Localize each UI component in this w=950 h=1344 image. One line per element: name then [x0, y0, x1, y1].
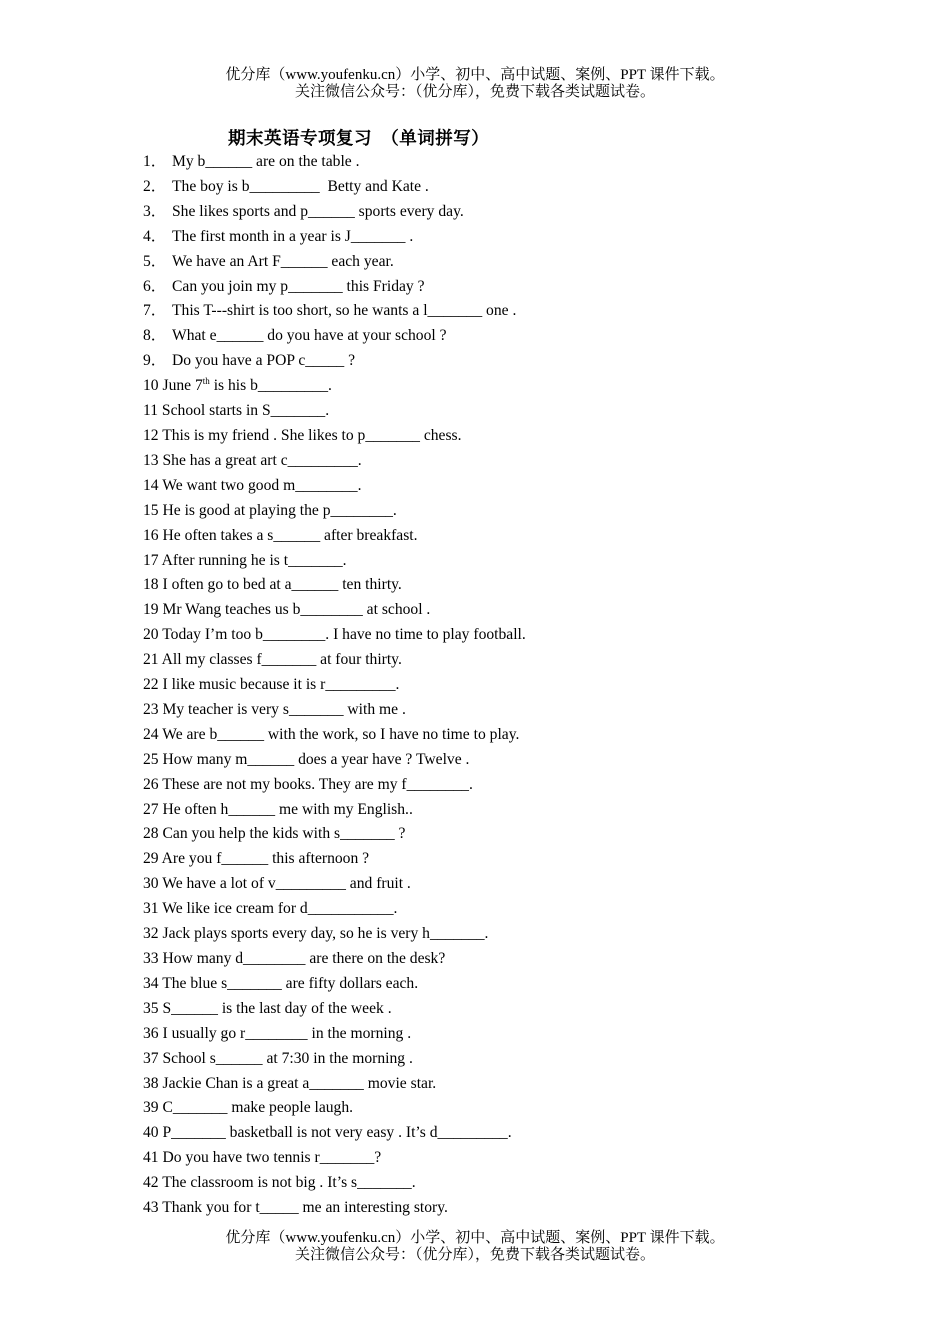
question-text: is his b_________. — [209, 377, 332, 395]
question-text: Do you have two tennis r_______? — [162, 1149, 382, 1167]
question-item — [143, 1121, 883, 1146]
question-number: 40 — [143, 1124, 159, 1142]
question-text: C_______ make people laugh. — [162, 1099, 354, 1117]
page-header — [0, 67, 950, 101]
question-item — [143, 1096, 883, 1121]
question-number: 37 — [143, 1049, 159, 1067]
question-item — [143, 299, 883, 324]
question-item — [143, 175, 883, 200]
question-text: We have an Art F______ each year. — [172, 252, 394, 270]
page-footer — [0, 1230, 950, 1264]
question-number: 42 — [143, 1174, 159, 1192]
question-number: 13 — [143, 451, 159, 469]
question-item — [143, 922, 883, 947]
question-number: 10 — [143, 377, 159, 395]
question-text: The first month in a year is J_______ . — [172, 227, 414, 245]
question-number: 9． — [143, 352, 167, 370]
question-text: This is my friend . She likes to p_______ chess. — [162, 426, 462, 444]
question-number: 36 — [143, 1024, 159, 1042]
question-text: S______ is the last day of the week . — [162, 999, 392, 1017]
question-text: After running he is t_______. — [161, 551, 347, 569]
question-item — [143, 847, 883, 872]
question-item — [143, 449, 883, 474]
question-number: 16 — [143, 526, 159, 544]
question-text: Can you join my p_______ this Friday ? — [172, 277, 425, 295]
question-number: 6． — [143, 277, 167, 295]
question-item — [143, 200, 883, 225]
question-text: She likes sports and p______ sports every day. — [172, 202, 464, 220]
question-text: We want two good m________. — [162, 476, 362, 494]
question-number: 14 — [143, 476, 159, 494]
question-number: 20 — [143, 626, 159, 644]
question-item — [143, 1171, 883, 1196]
question-text: The boy is b_________ Betty and Kate . — [172, 177, 429, 195]
question-text: P_______ basketball is not very easy . It’s d_________. — [162, 1124, 512, 1142]
question-text: She has a great art c_________. — [162, 451, 362, 469]
question-number: 11 — [143, 402, 159, 420]
question-item — [143, 324, 883, 349]
question-number: 8． — [143, 327, 167, 345]
question-item — [143, 897, 883, 922]
question-text: Are you f______ this afternoon ? — [161, 850, 370, 868]
question-item — [143, 374, 883, 399]
question-number: 41 — [143, 1149, 159, 1167]
question-text: My teacher is very s_______ with me . — [162, 700, 406, 718]
question-text: We have a lot of v_________ and fruit . — [162, 875, 411, 893]
question-number: 39 — [143, 1099, 159, 1117]
question-text: He is good at playing the p________. — [162, 501, 397, 519]
question-number: 15 — [143, 501, 159, 519]
question-text: I usually go r________ in the morning . — [162, 1024, 412, 1042]
question-number: 34 — [143, 974, 159, 992]
question-number: 26 — [143, 775, 159, 793]
question-item — [143, 1196, 883, 1221]
question-text: I like music because it is r_________. — [162, 676, 400, 694]
question-text: We like ice cream for d___________. — [162, 900, 398, 918]
question-item — [143, 399, 883, 424]
question-list — [143, 150, 883, 1221]
question-item — [143, 549, 883, 574]
question-item — [143, 798, 883, 823]
question-text-start: June 7 — [162, 377, 203, 395]
question-number: 23 — [143, 700, 159, 718]
header-line-1: 优分库（www.youfenku.cn）小学、初中、高中试题、案例、PPT 课件下载。 — [225, 67, 725, 83]
question-number: 43 — [143, 1199, 159, 1217]
question-number: 27 — [143, 800, 159, 818]
question-item — [143, 673, 883, 698]
question-text: Can you help the kids with s_______ ? — [162, 825, 406, 843]
question-number: 3． — [143, 202, 167, 220]
question-number: 18 — [143, 576, 159, 594]
question-text: These are not my books. They are my f________. — [162, 775, 473, 793]
question-item — [143, 723, 883, 748]
question-number: 17 — [143, 551, 159, 569]
question-item — [143, 997, 883, 1022]
question-number: 5． — [143, 252, 167, 270]
question-item — [143, 573, 883, 598]
question-item — [143, 150, 883, 175]
question-text: This T---shirt is too short, so he wants a l_______ one . — [172, 302, 517, 320]
question-text: Mr Wang teaches us b________ at school . — [162, 601, 431, 619]
ordinal-suffix: th — [202, 375, 210, 386]
question-number: 1． — [143, 153, 167, 170]
question-number: 19 — [143, 601, 159, 619]
question-item — [143, 648, 883, 673]
question-item — [143, 250, 883, 275]
question-text: My b______ are on the table . — [172, 153, 360, 170]
question-text: How many m______ does a year have ? Twelve . — [162, 750, 470, 768]
question-text: All my classes f_______ at four thirty. — [161, 651, 402, 669]
question-text: The blue s_______ are fifty dollars each. — [162, 974, 419, 992]
question-item — [143, 424, 883, 449]
question-item — [143, 1022, 883, 1047]
question-text: We are b______ with the work, so I have no time to play. — [162, 725, 520, 743]
page-title: 期末英语专项复习 （单词拼写） — [228, 129, 490, 149]
question-number: 21 — [143, 651, 159, 669]
question-text: Jackie Chan is a great a_______ movie star. — [162, 1074, 437, 1092]
question-text: He often h______ me with my English.. — [162, 800, 413, 818]
question-item — [143, 275, 883, 300]
question-text: How many d________ are there on the desk? — [162, 950, 446, 967]
question-item — [143, 947, 883, 972]
question-number: 31 — [143, 900, 159, 918]
question-item — [143, 524, 883, 549]
question-number: 12 — [143, 426, 159, 444]
question-item — [143, 598, 883, 623]
question-number: 7． — [143, 302, 167, 320]
question-text: What e______ do you have at your school ? — [172, 327, 447, 345]
footer-line-1: 优分库（www.youfenku.cn）小学、初中、高中试题、案例、PPT 课件下载。 — [225, 1230, 725, 1246]
question-item — [143, 623, 883, 648]
question-text: School starts in S_______. — [161, 402, 330, 420]
question-number: 30 — [143, 875, 159, 893]
question-text: He often takes a s______ after breakfast. — [162, 526, 418, 544]
question-number: 32 — [143, 925, 159, 943]
question-item — [143, 822, 883, 847]
question-item — [143, 474, 883, 499]
question-number: 4． — [143, 227, 167, 245]
question-number: 38 — [143, 1074, 159, 1092]
question-item — [143, 349, 883, 374]
question-number: 35 — [143, 999, 159, 1017]
question-text: Do you have a POP c_____ ? — [172, 352, 356, 370]
question-item — [143, 773, 883, 798]
question-number: 22 — [143, 676, 159, 694]
question-item — [143, 1047, 883, 1072]
question-text: School s______ at 7:30 in the morning . — [162, 1049, 413, 1067]
question-item — [143, 972, 883, 997]
question-number: 2． — [143, 177, 167, 195]
question-text: The classroom is not big . It’s s_______. — [162, 1174, 416, 1192]
question-text: Thank you for t_____ me an interesting story. — [162, 1199, 448, 1217]
question-number: 25 — [143, 750, 159, 768]
footer-line-2: 关注微信公众号：（优分库），免费下载各类试题试卷。 — [294, 1247, 655, 1263]
question-number: 29 — [143, 850, 159, 868]
question-item — [143, 1072, 883, 1097]
question-item — [143, 698, 883, 723]
question-item — [143, 225, 883, 250]
question-number: 24 — [143, 725, 159, 743]
question-text: Jack plays sports every day, so he is very h_______. — [162, 925, 489, 943]
question-item — [143, 499, 883, 524]
question-number: 33 — [143, 950, 159, 967]
question-item — [143, 748, 883, 773]
question-item — [143, 872, 883, 897]
question-text: Today I’m too b________. I have no time to play football. — [162, 626, 526, 644]
header-line-2: 关注微信公众号：（优分库），免费下载各类试题试卷。 — [294, 84, 655, 100]
question-text: I often go to bed at a______ ten thirty. — [162, 576, 402, 594]
question-item — [143, 1146, 883, 1171]
question-number: 28 — [143, 825, 159, 843]
